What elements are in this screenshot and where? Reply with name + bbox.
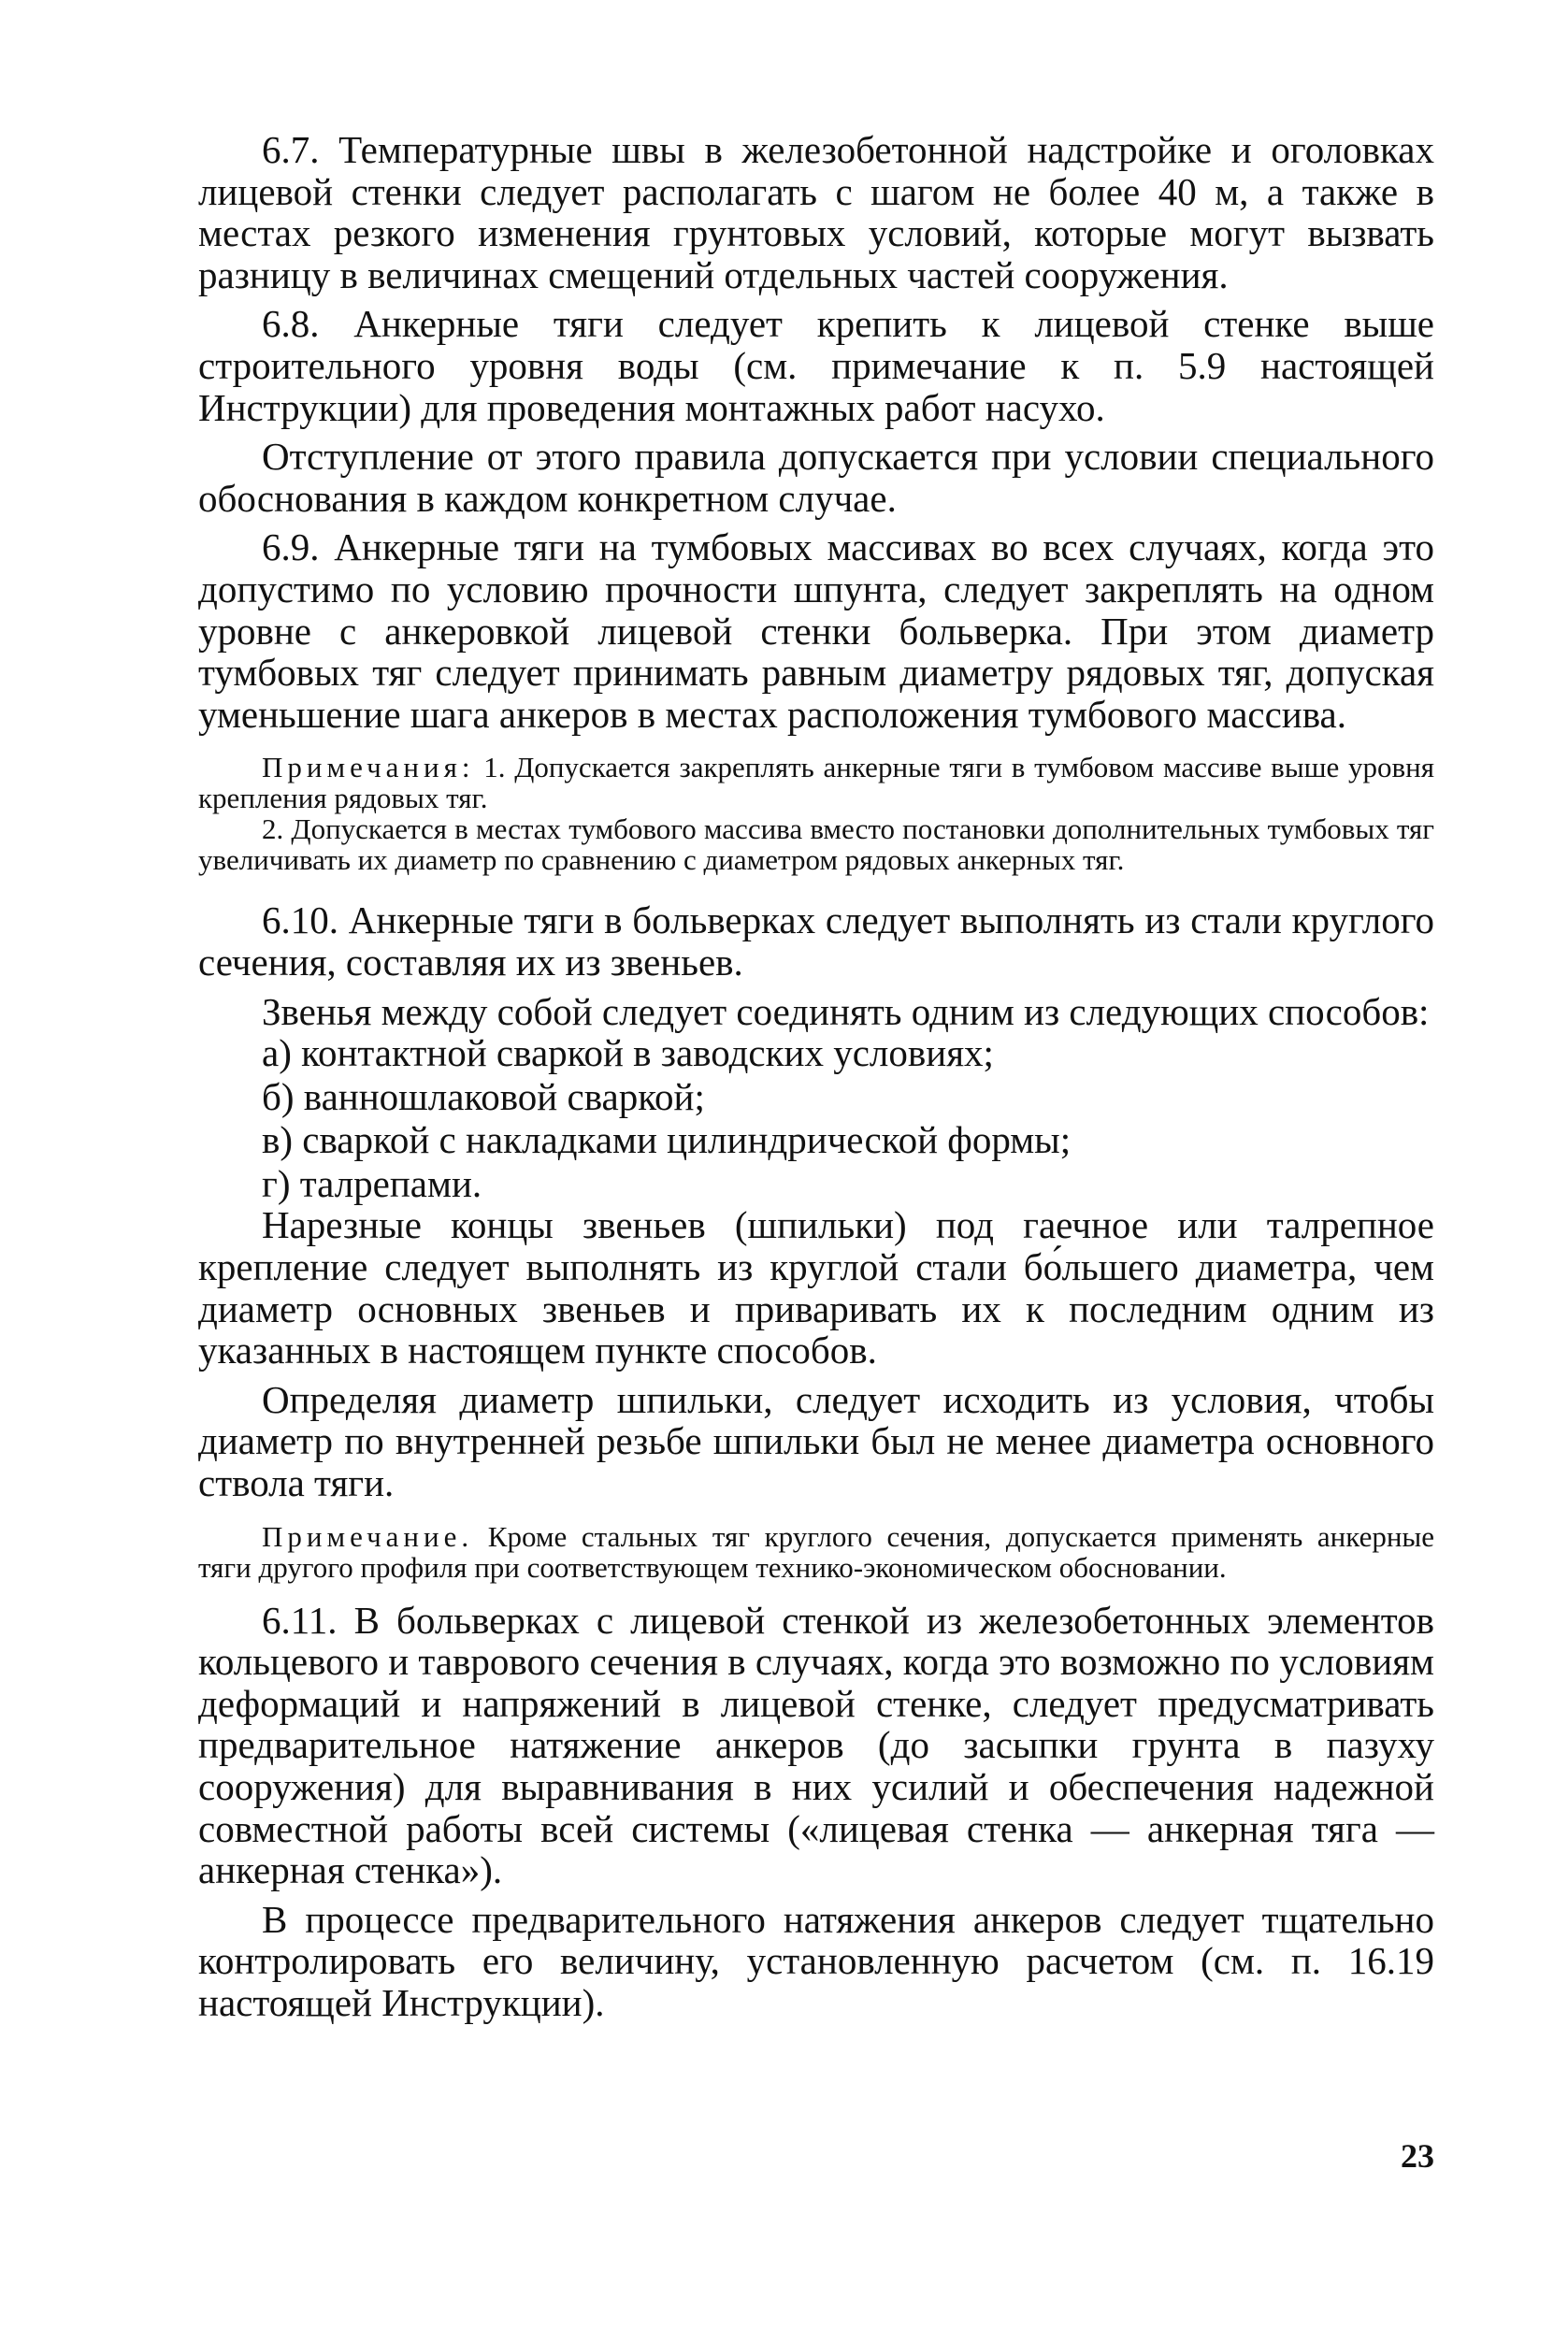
note-text: Кроме стальных тяг круглого сечения, допускается применять анкерные тяги другого профиля при соответствующем технико-экономическом обосновании.	[198, 1519, 1434, 1584]
paragraph-6-8-exception: Отступление от этого правила допускается при условии специального обоснования в каждом конкретном случае.	[198, 435, 1434, 520]
page-number: 23	[1401, 2137, 1434, 2175]
paragraph-6-11-control: В процессе предварительного натяжения анкеров следует тщательно контролировать его величину, установленную расчетом (см. п. 16.19 настоящей Инструкции).	[198, 1897, 1434, 2024]
paragraph-6-10-threaded-ends: Нарезные концы звеньев (шпильки) под гаечное или талрепное крепление следует выполнять из круглой стали бо́льшего диаметра, чем диаметр основных звеньев и приваривать их к последним одним из указанных в настоящем пункте способов.	[198, 1203, 1434, 1372]
list-item-a: а) контактной сваркой в заводских условиях;	[262, 1031, 994, 1075]
spacer	[198, 1504, 1434, 1521]
paragraph-6-8: 6.8. Анкерные тяги следует крепить к лицевой стенке выше строительного уровня воды (см. примечание к п. 5.9 настоящей Инструкции) для проведения монтажных работ насухо.	[198, 302, 1434, 429]
note-6-9-item-1	[198, 752, 1434, 813]
note-label: Примечание.	[262, 1519, 474, 1553]
spacer	[198, 735, 1434, 752]
note-label: Примечания:	[262, 751, 475, 784]
paragraph-6-10: 6.10. Анкерные тяги в больверках следует выполнять из стали круглого сечения, составляя их из звеньев.	[198, 898, 1434, 984]
paragraph-6-11: 6.11. В больверках с лицевой стенкой из железобетонных элементов кольцевого и таврового сечения в случаях, когда это возможно по условиям деформаций и напряжений в лицевой стенке, следует предусматривать предварительное натяжение анкеров (до засыпки грунта в пазуху сооружения) для выравнивания в них усилий и обеспечения надежной совместной работы всей системы («лицевая стенка — анкерная тяга — анкерная стенка»).	[198, 1598, 1434, 1892]
list-item-c: в) сваркой с накладками цилиндрической формы;	[262, 1118, 1072, 1162]
paragraph-6-7: 6.7. Температурные швы в железобетонной надстройке и оголовках лицевой стенки следует располагать с шагом не более 40 м, а также в местах резкого изменения грунтовых условий, которые могут вызвать разницу в величинах смещений отдельных частей сооружения.	[198, 128, 1434, 296]
spacer	[198, 875, 1434, 899]
note-6-9-item-2: 2. Допускается в местах тумбового массива вместо постановки дополнительных тумбовых тяг увеличивать их диаметр по сравнению с диаметром рядовых анкерных тяг.	[198, 812, 1434, 877]
list-item-d: г) талрепами.	[262, 1161, 482, 1205]
spacer	[198, 1583, 1434, 1600]
note-6-10	[198, 1521, 1434, 1583]
page-body	[198, 129, 1434, 2024]
paragraph-6-9: 6.9. Анкерные тяги на тумбовых массивах во всех случаях, когда это допустимо по условию прочности шпунта, следует закреплять на одном уровне с анкеровкой лицевой стенки больверка. При этом диаметр тумбовых тяг следует принимать равным диаметру рядовых тяг, допуская уменьшение шага анкеров в местах расположения тумбового массива.	[198, 525, 1434, 736]
note-text: 1. Допускается закреплять анкерные тяги в тумбовом массиве выше уровня крепления рядовых тяг.	[198, 751, 1434, 815]
paragraph-6-10-joints: Звенья между собой следует соединять одним из следующих способов:	[262, 989, 1430, 1033]
list-item-b: б) ванношлаковой сваркой;	[262, 1074, 705, 1118]
paragraph-6-10-stud-diameter: Определяя диаметр шпильки, следует исходить из условия, чтобы диаметр по внутренней резьбе шпильки был не менее диаметра основного ствола тяги.	[198, 1377, 1434, 1505]
